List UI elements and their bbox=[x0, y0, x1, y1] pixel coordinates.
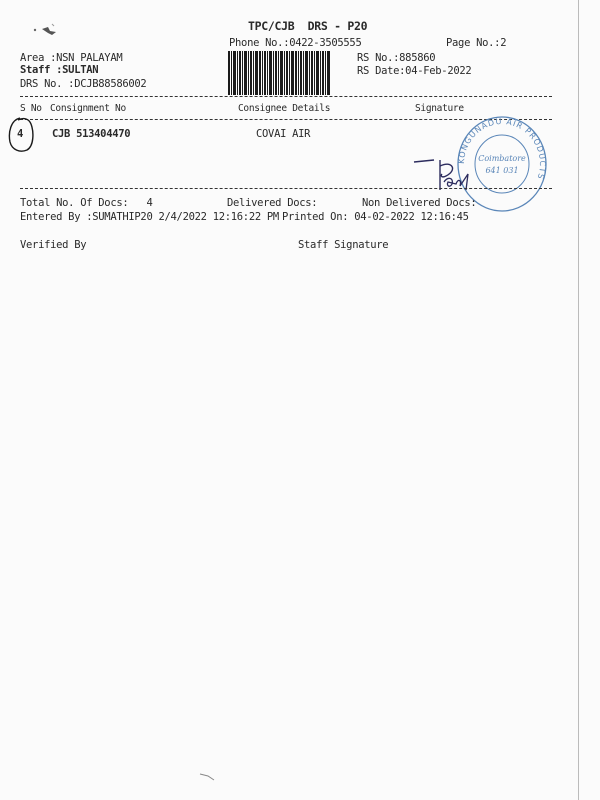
col-consignment: Consignment No bbox=[50, 103, 126, 114]
right-edge-line bbox=[578, 0, 579, 800]
verified-by: Verified By bbox=[20, 239, 87, 251]
printed-on: Printed On: 04-02-2022 12:16:45 bbox=[282, 211, 469, 223]
drs-number: DRS No. :DCJB88586002 bbox=[20, 78, 147, 90]
total-docs: Total No. Of Docs: 4 bbox=[20, 197, 153, 209]
stamp-city: Coimbatore bbox=[478, 154, 526, 163]
delivered-docs: Delivered Docs: bbox=[227, 197, 318, 209]
row-sno: 4 bbox=[17, 128, 24, 140]
non-delivered-docs: Non Delivered Docs: bbox=[362, 197, 477, 209]
col-sno: S No bbox=[20, 103, 42, 114]
scan-mark-icon bbox=[198, 770, 218, 782]
scan-artifact-icon bbox=[30, 22, 70, 42]
row-consignment: CJB 513404470 bbox=[52, 128, 131, 140]
barcode bbox=[228, 51, 330, 95]
entered-by: Entered By :SUMATHIP20 2/4/2022 12:16:22 PM bbox=[20, 211, 279, 223]
area-label: Area :NSN PALAYAM bbox=[20, 52, 123, 64]
col-signature: Signature bbox=[415, 103, 464, 114]
staff-signature: Staff Signature bbox=[298, 239, 389, 251]
col-consignee: Consignee Details bbox=[238, 103, 331, 114]
page-number: Page No.:2 bbox=[446, 37, 507, 49]
rule-bottom bbox=[20, 188, 552, 189]
stamp-ring-text: KONGUNADU AIR PRODUCTS bbox=[456, 116, 548, 181]
stamp-pin: 641 031 bbox=[485, 166, 519, 175]
staff-label bbox=[20, 64, 98, 76]
document-title: TPC/CJB DRS - P20 bbox=[248, 19, 368, 33]
rs-number: RS No.:885860 bbox=[357, 52, 436, 64]
rs-date: RS Date:04-Feb-2022 bbox=[357, 65, 472, 77]
row-consignee: COVAI AIR bbox=[256, 128, 311, 140]
phone-number: Phone No.:0422-3505555 bbox=[229, 37, 362, 49]
rule-top bbox=[20, 96, 552, 97]
staff-label-text: Staff : bbox=[20, 64, 63, 76]
staff-name: SULTAN bbox=[62, 64, 99, 76]
handwritten-signature-icon bbox=[412, 150, 478, 196]
